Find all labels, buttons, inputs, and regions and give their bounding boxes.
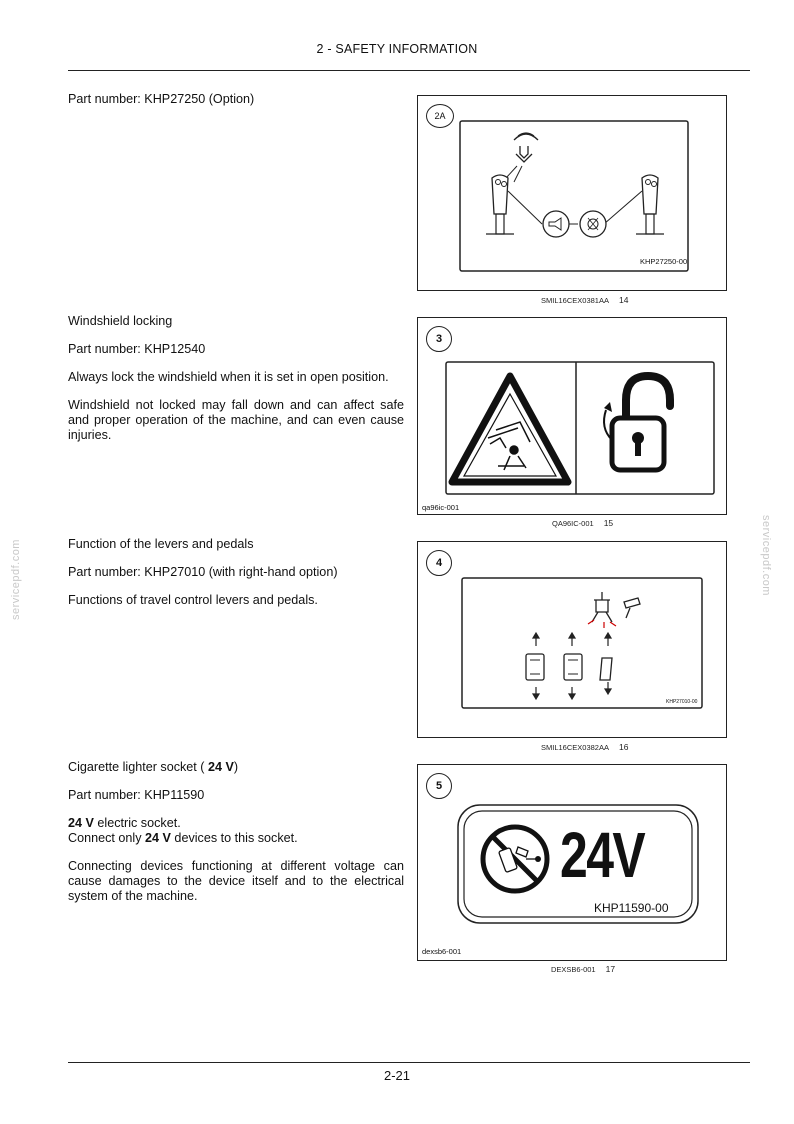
figure-badge-2a: 2A <box>426 104 454 128</box>
windshield-warning: Windshield not locked may fall down and can affect safe and proper operation of the machine, and can even cause injuries. <box>68 398 404 442</box>
voltage-label: 24V <box>560 819 645 891</box>
connect-only-post: devices to this socket. <box>170 831 298 845</box>
watermark-right: servicepdf.com <box>760 515 772 596</box>
part-number-khp27010: Part number: KHP27010 (with right-hand option) <box>68 565 338 579</box>
section-lighter-text <box>68 760 404 917</box>
lighter-warning: Connecting devices functioning at different voltage can cause damages to the device itself and to the electrical system of the machine. <box>68 859 404 903</box>
figure-2a <box>417 95 727 291</box>
figure-3-inner-label: qa96ic-001 <box>422 503 460 512</box>
figure-badge-3: 3 <box>426 326 452 352</box>
lighter-heading-voltage: 24 V <box>208 760 234 774</box>
windshield-heading: Windshield locking <box>68 314 173 328</box>
caption-ref: SMIL16CEX0381AA <box>541 296 609 305</box>
section-levers-text <box>68 537 404 621</box>
figure-caption-17 <box>551 964 615 974</box>
caption-number: 15 <box>603 518 614 528</box>
figure-badge-5: 5 <box>426 773 452 799</box>
figure-caption-16 <box>541 742 628 752</box>
part-number-khp27250: Part number: KHP27250 (Option) <box>68 92 255 106</box>
part-number-khp11590: Part number: KHP11590 <box>68 788 205 802</box>
page-header-title: 2 - SAFETY INFORMATION <box>316 42 478 56</box>
header-rule <box>68 70 750 71</box>
section-2a-text <box>68 92 404 120</box>
lighter-socket-info <box>68 816 404 846</box>
caption-ref: QA96IC-001 <box>552 519 594 528</box>
figure-5-inner-label: dexsb6-001 <box>422 947 462 956</box>
decal-code-khp11590: KHP11590-00 <box>594 901 669 915</box>
decal-code-khp27010: KHP27010-00 <box>666 699 698 705</box>
part-number-khp12540: Part number: KHP12540 <box>68 342 206 356</box>
footer-rule <box>68 1062 750 1063</box>
figure-caption-15 <box>552 518 613 528</box>
figure-5 <box>417 764 727 961</box>
lighter-heading <box>68 760 404 775</box>
figure-badge-4: 4 <box>426 550 452 576</box>
section-windshield-text <box>68 314 404 456</box>
connect-only-pre: Connect only <box>68 831 146 845</box>
socket-voltage-bold: 24 V <box>68 816 94 830</box>
caption-number: 16 <box>618 742 629 752</box>
decal-travel-levers-illustration <box>418 542 726 737</box>
decal-windshield-lock-illustration <box>418 318 726 514</box>
caption-number: 17 <box>605 964 616 974</box>
caption-ref: SMIL16CEX0382AA <box>541 743 609 752</box>
figure-caption-14 <box>541 295 628 305</box>
lighter-heading-pre: Cigarette lighter socket ( <box>68 760 208 774</box>
socket-type-text: electric socket. <box>93 816 181 830</box>
levers-description: Functions of travel control levers and pedals. <box>68 593 318 607</box>
windshield-instruction: Always lock the windshield when it is set in open position. <box>68 370 389 384</box>
decal-code-khp27250: KHP27250-00 <box>640 257 688 266</box>
levers-heading: Function of the levers and pedals <box>68 537 254 551</box>
page-number: 2-21 <box>383 1068 411 1083</box>
figure-3 <box>417 317 727 515</box>
caption-number: 14 <box>618 295 629 305</box>
lighter-heading-post: ) <box>233 760 239 774</box>
connect-only-voltage: 24 V <box>145 831 171 845</box>
caption-ref: DEXSB6-001 <box>551 965 596 974</box>
watermark-left: servicepdf.com <box>10 539 22 620</box>
figure-4 <box>417 541 727 738</box>
